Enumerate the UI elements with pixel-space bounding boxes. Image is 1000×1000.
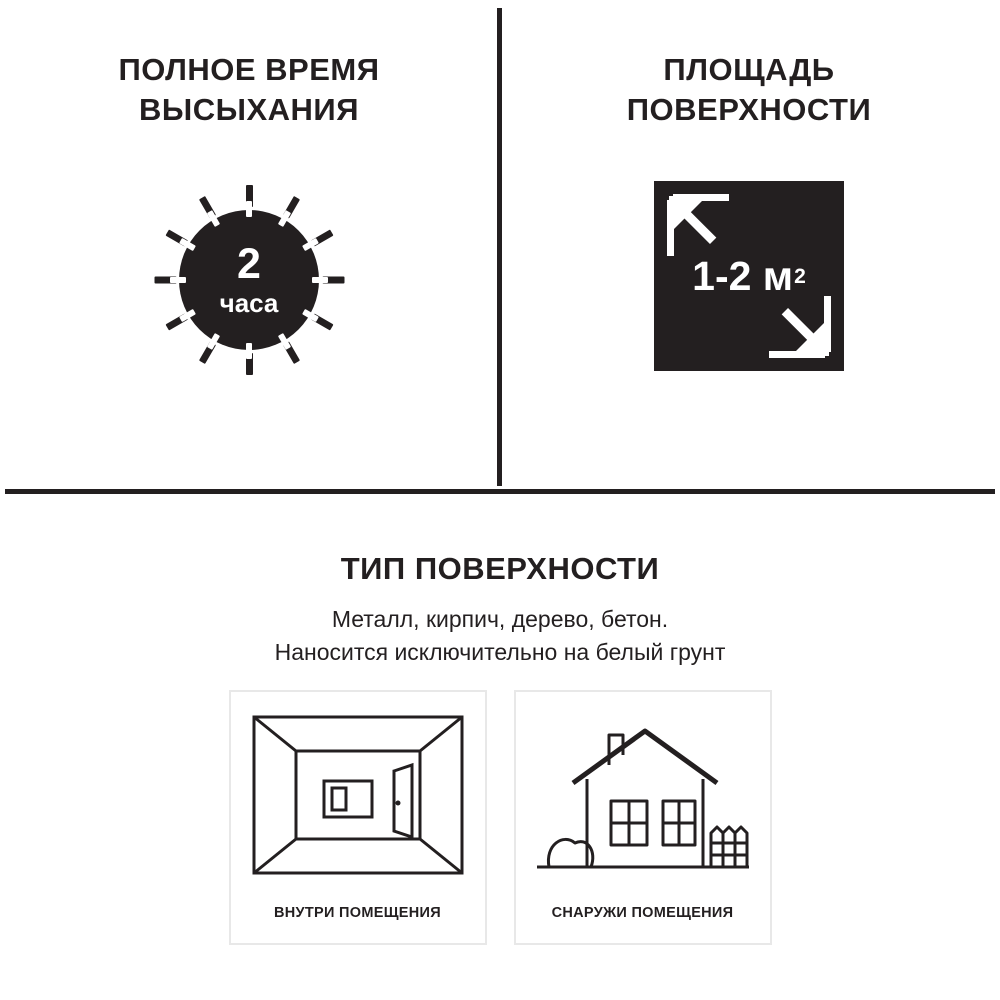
surface-description-line-1: Металл, кирпич, дерево, бетон. [331, 606, 669, 632]
surface-type-description [275, 603, 726, 668]
drying-time-title: ПОЛНОЕ ВРЕМЯ ВЫСЫХАНИЯ [118, 52, 380, 127]
drying-time-unit: часа [219, 288, 279, 319]
room-interior-icon [244, 709, 472, 881]
drying-time-panel [0, 0, 498, 492]
surface-description-line-2: Наносится исключительно на белый грунт [274, 638, 726, 665]
card-indoor-label: ВНУТРИ ПОМЕЩЕНИЯ [274, 905, 441, 922]
coverage-area-panel [498, 0, 1000, 492]
coverage-area-superscript: 2 [794, 264, 806, 288]
drying-time-value: 2 [237, 240, 261, 289]
house-exterior-icon [529, 709, 757, 881]
clock-icon [154, 185, 344, 375]
card-indoor [229, 690, 487, 945]
top-panels-row [0, 0, 1000, 492]
clock-value-group [179, 210, 319, 350]
card-outdoor-label: СНАРУЖИ ПОМЕЩЕНИЯ [551, 905, 734, 922]
vertical-divider [497, 8, 502, 486]
coverage-area-title: ПЛОЩАДЬ ПОВЕРХНОСТИ [626, 52, 872, 127]
coverage-area-value: 1-2 м [692, 252, 794, 299]
surface-usage-cards [229, 690, 772, 945]
surface-type-panel [0, 494, 1000, 1000]
area-arrows-icon [654, 181, 844, 371]
arrow-down-right-icon [769, 296, 831, 358]
surface-type-title: ТИП ПОВЕРХНОСТИ [340, 551, 660, 586]
card-outdoor [514, 690, 772, 945]
